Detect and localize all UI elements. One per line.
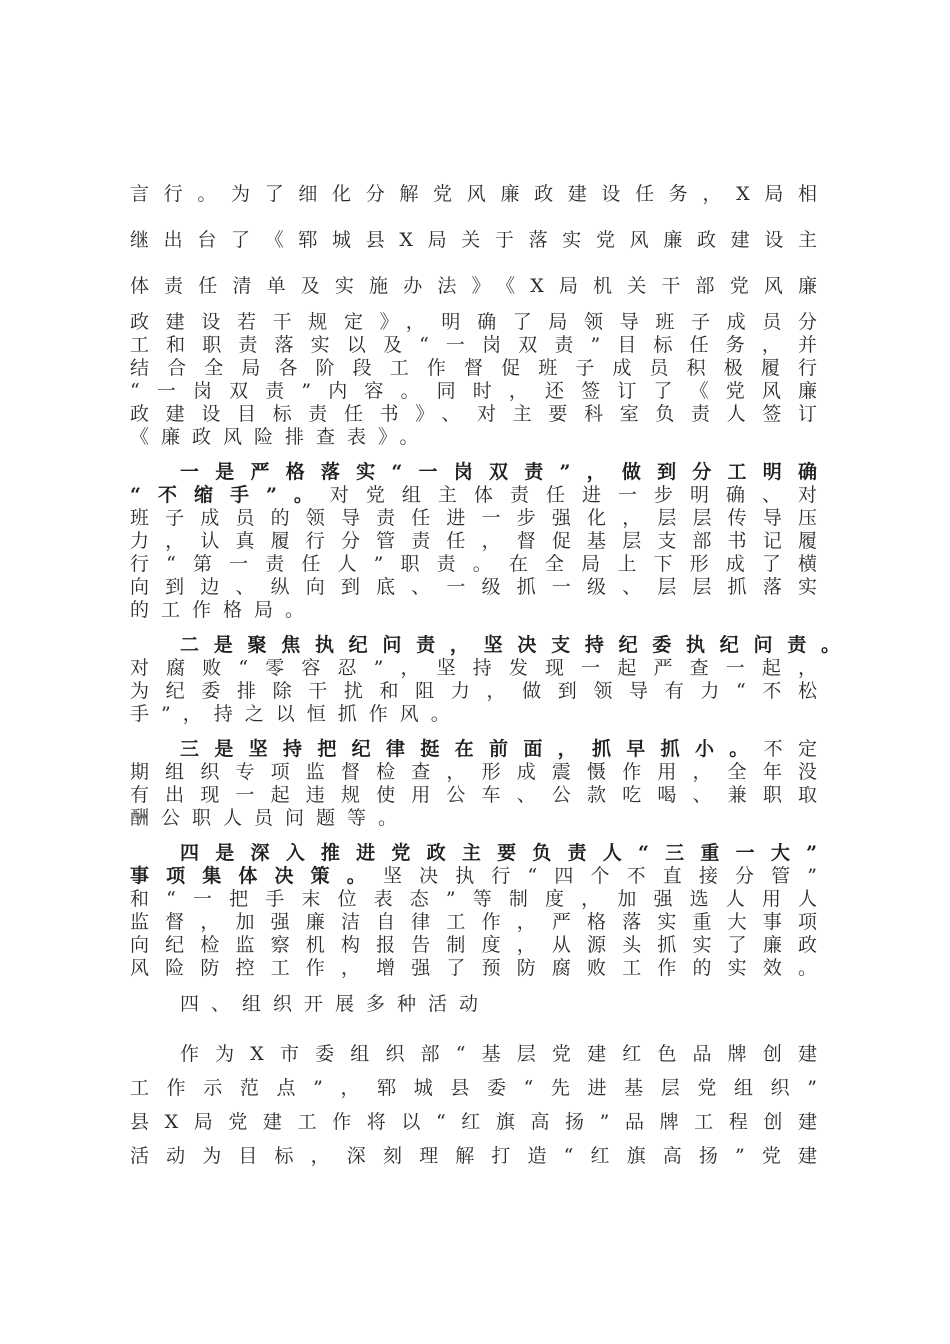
para2-line-6: 向到边、纵向到底、一级抓一级、层层抓落实 bbox=[130, 576, 817, 598]
para1-line-7: “一岗双责”内容。同时，还签订了《党风廉 bbox=[130, 380, 817, 402]
para5-line-3: 和“一把手末位表态”等制度，加强选人用人 bbox=[130, 888, 817, 910]
para4-line-2: 期组织专项监督检查，形成震慑作用，全年没 bbox=[130, 761, 817, 783]
para2-bold-cont: “不缩手”。 bbox=[130, 484, 330, 506]
para6-line-2: 工作示范点”，郓城县委“先进基层党组织” bbox=[130, 1077, 817, 1099]
para2-line-2 bbox=[130, 483, 817, 507]
para2-line-5: 行“第一责任人”职责。在全局上下形成了横 bbox=[130, 553, 817, 575]
para4-line1-rest: 不定 bbox=[763, 738, 817, 760]
para5-line-4: 监督，加强廉洁自律工作，严格落实重大事项 bbox=[130, 911, 817, 933]
para1-line-5: 工和职责落实以及“一岗双责”目标任务，并 bbox=[130, 334, 817, 356]
para3-line-4: 手”，持之以恒抓作风。 bbox=[130, 703, 462, 725]
para5-line2-rest: 坚决执行“四个不直接分管” bbox=[382, 865, 817, 887]
para2-line2-rest: 对党组主体责任进一步明确、对 bbox=[329, 484, 817, 506]
para1-line-6: 结合全局各阶段工作督促班子成员积极履行 bbox=[130, 357, 817, 379]
para2-line-4: 力，认真履行分管责任，督促基层支部书记履 bbox=[130, 530, 817, 552]
para1-line-1: 言行。为了细化分解党风廉政建设任务，X局相 bbox=[130, 183, 817, 205]
para2-line-3: 班子成员的领导责任进一步强化，层层传导压 bbox=[130, 507, 817, 529]
para1-line-2: 继出台了《郓城县X局关于落实党风廉政建设主 bbox=[130, 229, 817, 251]
para4-line-4: 酬公职人员问题等。 bbox=[130, 807, 410, 829]
para6-line-4: 活动为目标，深刻理解打造“红旗高扬”党建 bbox=[130, 1145, 817, 1167]
para4-line-3: 有出现一起违规使用公车、公款吃喝、兼职取 bbox=[130, 784, 817, 806]
para3-line-2: 对腐败“零容忍”，坚持发现一起严查一起， bbox=[130, 657, 817, 679]
para5-line-2 bbox=[130, 864, 817, 888]
para5-line-5: 向纪检监察机构报告制度，从源头抓实了廉政 bbox=[130, 934, 817, 956]
para5-bold-cont: 事项集体决策。 bbox=[130, 865, 383, 887]
section-heading: 四、组织开展多种活动 bbox=[180, 993, 491, 1015]
para1-line-4: 政建设若干规定》，明确了局领导班子成员分 bbox=[130, 311, 817, 333]
para4-line-1 bbox=[180, 737, 817, 761]
para6-line-3: 县X局党建工作将以“红旗高扬”品牌工程创建 bbox=[130, 1111, 817, 1133]
para2-bold-lead: 一是严格落实“一岗双责”，做到分工明确 bbox=[180, 461, 817, 483]
para5-line-6: 风险防控工作，增强了预防腐败工作的实效。 bbox=[130, 957, 817, 979]
para5-bold-lead: 四是深入推进党政主要负责人“三重一大” bbox=[180, 842, 817, 864]
para1-line-8: 政建设目标责任书》、对主要科室负责人签订 bbox=[130, 403, 817, 425]
para3-bold-lead: 二是聚焦执纪问责，坚决支持纪委执纪问责。 bbox=[180, 634, 840, 656]
para6-line-1: 作为X市委组织部“基层党建红色品牌创建 bbox=[180, 1043, 817, 1065]
para4-bold-lead: 三是坚持把纪律挺在前面，抓早抓小。 bbox=[180, 738, 764, 760]
para1-line-3: 体责任清单及实施办法》《X局机关干部党风廉 bbox=[130, 275, 817, 297]
para1-line-9: 《廉政风险排查表》。 bbox=[130, 426, 431, 448]
para2-line-7: 的工作格局。 bbox=[130, 599, 317, 621]
para3-line-3: 为纪委排除干扰和阻力，做到领导有力“不松 bbox=[130, 680, 817, 702]
